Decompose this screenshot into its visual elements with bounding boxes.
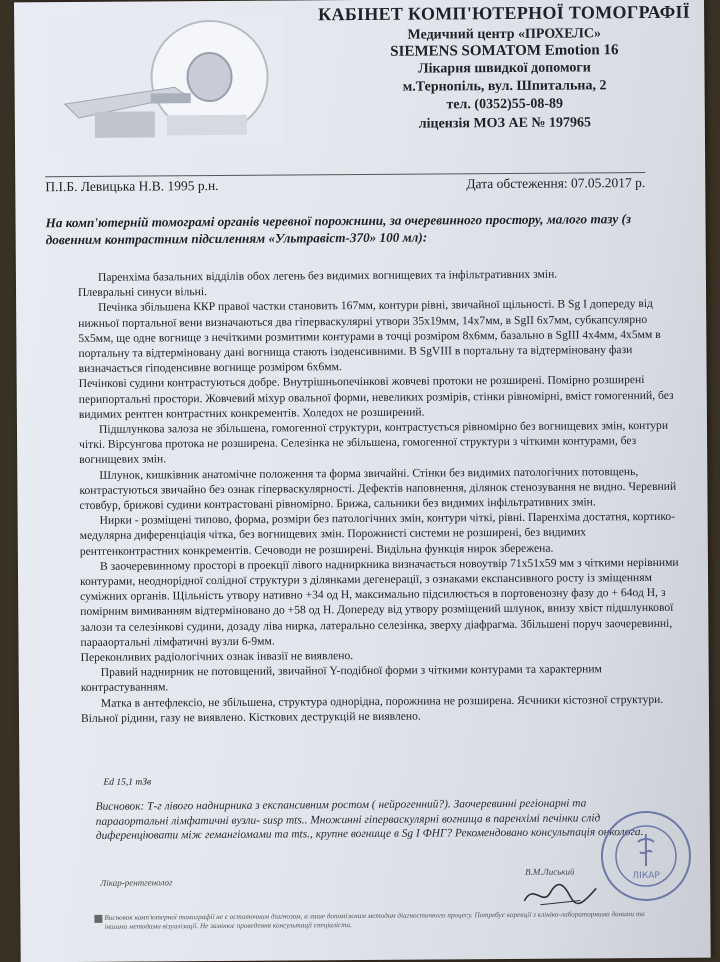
doctor-signature — [520, 878, 600, 909]
radiation-dose: Ed 15,1 mЗв — [103, 777, 152, 788]
license-number: ліцензія МОЗ АЕ № 197965 — [418, 115, 592, 132]
report-body — [78, 266, 681, 726]
kidneys-paragraph: Нирки - розміщені типово, форма, розміри без патологічних змін, контури чіткі, рівні. Паренхіма достатня, кортико-медулярна диференціація чітка, без вогнищевих змін. Порожнисті системи не розширені, без видимих рентгенконтрастних конкрементів. Сечоводи не розширені. Видільна функція нирок збережена. — [79, 510, 676, 558]
doctor-name: В.М.Лиський — [525, 866, 575, 877]
liver-paragraph: Печінка збільшена ККР правої частки становить 167мм, контури рівні, звичайної щільності. В Sg I допереду від нижньої портальної вени визначаються два гіперваскулярні утвори 35х19мм, 14х7мм, в SgII 6х7мм, субкапсулярно 5х5мм, ще одне вогнище з нечіткими розмитими контурами в точці розміром 8х6мм, базально в SgIII 4х4мм, 4х5мм в портальну та відтерміновану дані вогнища стають ізоденсивними. В SgVIII в портальну та відтерміновану фази визначається гіподенсивне вогнище розміром 6х6мм. — [78, 297, 661, 376]
pancreas-paragraph: Підшлункова залоза не збільшена, гомогенної структури, контрастується рівномірно без вогнищевих змін, контури чіткі. Вірсунгова протока не розширена. Селезінка не збільшена, гомогенної структури з чіткими контурами, без вогнищевих змін. — [79, 418, 669, 467]
patient-info-row — [45, 172, 646, 195]
scanner-model: SIEMENS SOMATOM Emotion 16 — [390, 42, 619, 60]
medical-center-name: Медичний центр «ПРОХЕЛС» — [407, 26, 602, 43]
footer-bullet — [94, 915, 102, 923]
lungs-paragraph: Паренхіма базальних відділів обох легень без видимих вогнищевих та інфільтративних змін. — [97, 267, 558, 284]
ct-scanner-image — [54, 15, 285, 147]
right-adrenal-paragraph: Правий наднирник не потовщений, звичайної Y-подібної форми з чіткими контурами та характерним контрастуванням. — [80, 662, 602, 695]
clinic-address: м.Тернопіль, вул. Шпитальна, 2 — [402, 78, 607, 95]
invasion-paragraph: Переконливих радіологічних ознак інвазії не виявлено. — [80, 649, 354, 665]
pleura-paragraph: Плевральні синуси вільні. — [77, 285, 208, 300]
liver-vessels-paragraph: Печінкові судини контрастуються добре. Внутрішньопечінкові жовчеві протоки не розширені. Помірно розширені перипортальні простори. Жовчевий міхур овальної форми, невеликих розмірів, стінки рівномірні, вміст гомогенний, без видимих рентген контрастних конкрементів. Холедох не розширений. — [78, 373, 674, 421]
report-intro: На комп'ютерній томограмі органів черевної порожнини, за очеревинного простору, малого тазу (з довенним контрастним підсиленням «Ультравіст-370» 100 мл): — [45, 211, 632, 248]
exam-date: Дата обстеження: 07.05.2017 р. — [466, 175, 646, 192]
footer-disclaimer: Висновок комп'ютерної томографії не є остаточним діагнозом, а лише допоміжним методом діагностичного процесу. Потребує корекції з клініко-лабораторними даними та іншими методами візуалізації. Не замінює проведення консультації спеціаліста. — [104, 910, 645, 931]
doctor-role: Лікар-рентгенолог — [100, 877, 173, 888]
clinic-phone: тел. (0352)55-08-89 — [446, 96, 564, 113]
retroperitoneum-paragraph: В заочеревинному просторі в проекції лівого надниркника визначається новоутвір 71х51х59 мм з чіткими нерівними контурами, неоднорідної солідної структури з ділянками дегенерації, з ознаками експансивного росту із зміщенням суміжних органів. Щільність утвору нативно +34 од Н, максимально підсилюється в портовенозну фазу до + 64од Н, з помірним вимиванням відтерміновано до +58 од Н. Допереду від утвору розміщений шлунок, внизу хвіст підшлункової залози та селезінкові судини, дозаду ліва нирка, латерально селезінка, зверху діафрагма. Збільшені поруч заочеревинні, парааортальні лімфатичні вузли 6-9мм. — [80, 555, 679, 649]
clinic-title: КАБІНЕТ КОМП'ЮТЕРНОЇ ТОМОГРАФІЇ — [318, 1, 691, 25]
doctor-stamp — [598, 808, 695, 905]
patient-name: П.І.Б. Левицька Н.В. 1995 р.н. — [45, 177, 219, 195]
hospital-name: Лікарня швидкої допомоги — [418, 60, 591, 77]
document-sheet — [14, 0, 711, 962]
report-conclusion: Висновок: Т-г лівого наднирника з експансивним ростом ( нейрогенний?). Заочеревинні регіонарні та парааортальні лімфатичні вузли- susp mts.. Множинні гіперваскулярні вогнища в паренхімі печінки слід диференціювати між гемангіомами та mts., крупне вогнище в Sg I ФНГ? Рекомендовано консультація онколога. — [95, 797, 644, 843]
stomach-paragraph: Шлунок, кишківник анатомічне положення та форма звичайні. Стінки без видимих патологічних потовщень, контрастуються звичайно без ознак гіперваскулярності. Дефектів наповнення, ділянок стенозування не видно. Черевний стовбур, брижові судини контрастовані рівномірно. Брижа, сальники без видимих інфільтративних змін. — [79, 464, 677, 513]
stamp-label: ЛІКАР — [632, 870, 660, 882]
uterus-paragraph: Матка в антефлексіо, не збільшена, структура однорідна, порожнина не розширена. Яєчники кістозної структури. Вільної рідини, газу не виявлено. Кісткових деструкцій не виявлено. — [80, 692, 664, 725]
